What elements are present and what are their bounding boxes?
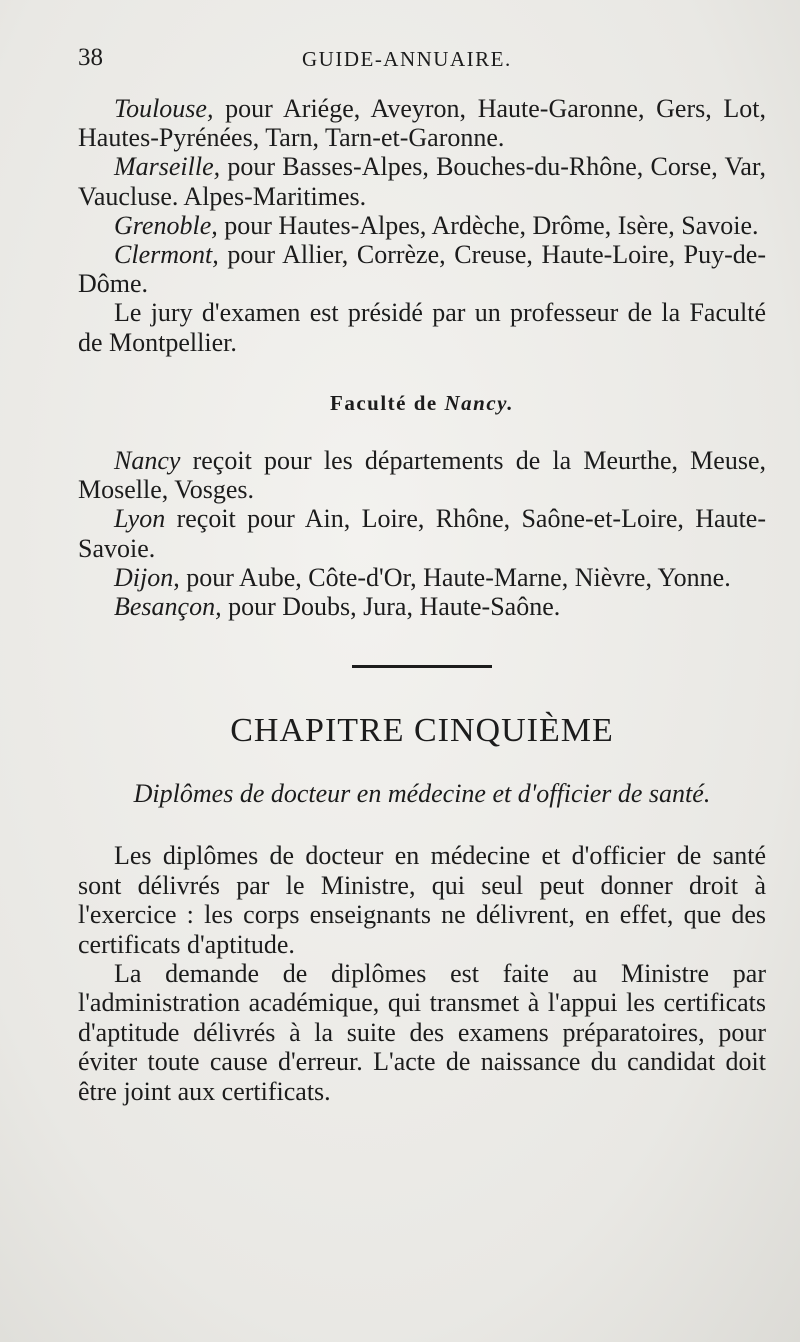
entry-text: reçoit pour les départements de la Meurthe, Meuse, Moselle, Vosges. (78, 446, 766, 505)
entry-text: reçoit pour Ain, Loire, Rhône, Saône-et-Loire, Haute-Savoie. (78, 504, 766, 563)
entry-nancy (78, 446, 766, 504)
chapter-subtitle: Diplômes de docteur en médecine et d'officier de santé. (133, 779, 711, 809)
jury-note: Le jury d'examen est présidé par un professeur de la Faculté de Montpellier. (78, 298, 766, 357)
paragraph-2: La demande de diplômes est faite au Ministre par l'administration académique, qui transmet à l'appui les certificats d'aptitude délivrés à la suite des examens préparatoires, pour éviter toute cause d'erreur. L'acte de naissance du candidat doit être joint aux certificats. (78, 959, 766, 1106)
page-header (78, 44, 760, 80)
page-content (78, 94, 766, 1106)
city-name: Besançon, (114, 592, 222, 622)
entry-text: , pour Aube, Côte-d'Or, Haute-Marne, Nièvre, Yonne. (173, 562, 731, 592)
city-name: Clermont, (114, 240, 219, 270)
entry-grenoble (78, 211, 766, 240)
section-heading-part1: Faculté de (330, 390, 445, 415)
entry-text: pour Ariége, Aveyron, Haute-Garonne, Gers, Lot, Hautes-Pyrénées, Tarn, Tarn-et-Garonne. (78, 94, 766, 153)
divider-rule (352, 665, 492, 668)
running-title: GUIDE-ANNUAIRE. (302, 47, 512, 71)
entry-dijon (78, 563, 766, 592)
entry-text: pour Basses-Alpes, Bouches-du-Rhône, Corse, Var, Vaucluse. Alpes-Maritimes. (78, 152, 766, 211)
entry-text: pour Allier, Corrèze, Creuse, Haute-Loire, Puy-de-Dôme. (78, 240, 766, 299)
city-name: Marseille, (114, 152, 221, 182)
city-name: Toulouse, (114, 94, 214, 123)
section-heading-part2: Nancy. (444, 390, 514, 415)
entry-clermont (78, 240, 766, 298)
chapter-title: CHAPITRE CINQUIÈME (230, 712, 614, 750)
entry-text: pour Hautes-Alpes, Ardèche, Drôme, Isère, Savoie. (217, 210, 759, 240)
entry-besancon (78, 592, 766, 621)
city-name: Grenoble, (114, 210, 218, 240)
page-number: 38 (78, 44, 103, 71)
city-name: Nancy (114, 446, 181, 476)
section-heading (78, 389, 766, 418)
entry-text: pour Doubs, Jura, Haute-Saône. (221, 592, 561, 622)
entry-toulouse (78, 94, 766, 152)
city-name: Dijon (114, 562, 174, 592)
city-name: Lyon (114, 504, 166, 534)
entry-marseille (78, 152, 766, 210)
entry-lyon (78, 504, 766, 562)
paragraph-1: Les diplômes de docteur en médecine et d'officier de santé sont délivrés par le Ministre, qui seul peut donner droit à l'exercice : les corps enseignants ne délivrent, en effet, que des certificats d'aptitude. (78, 841, 766, 959)
